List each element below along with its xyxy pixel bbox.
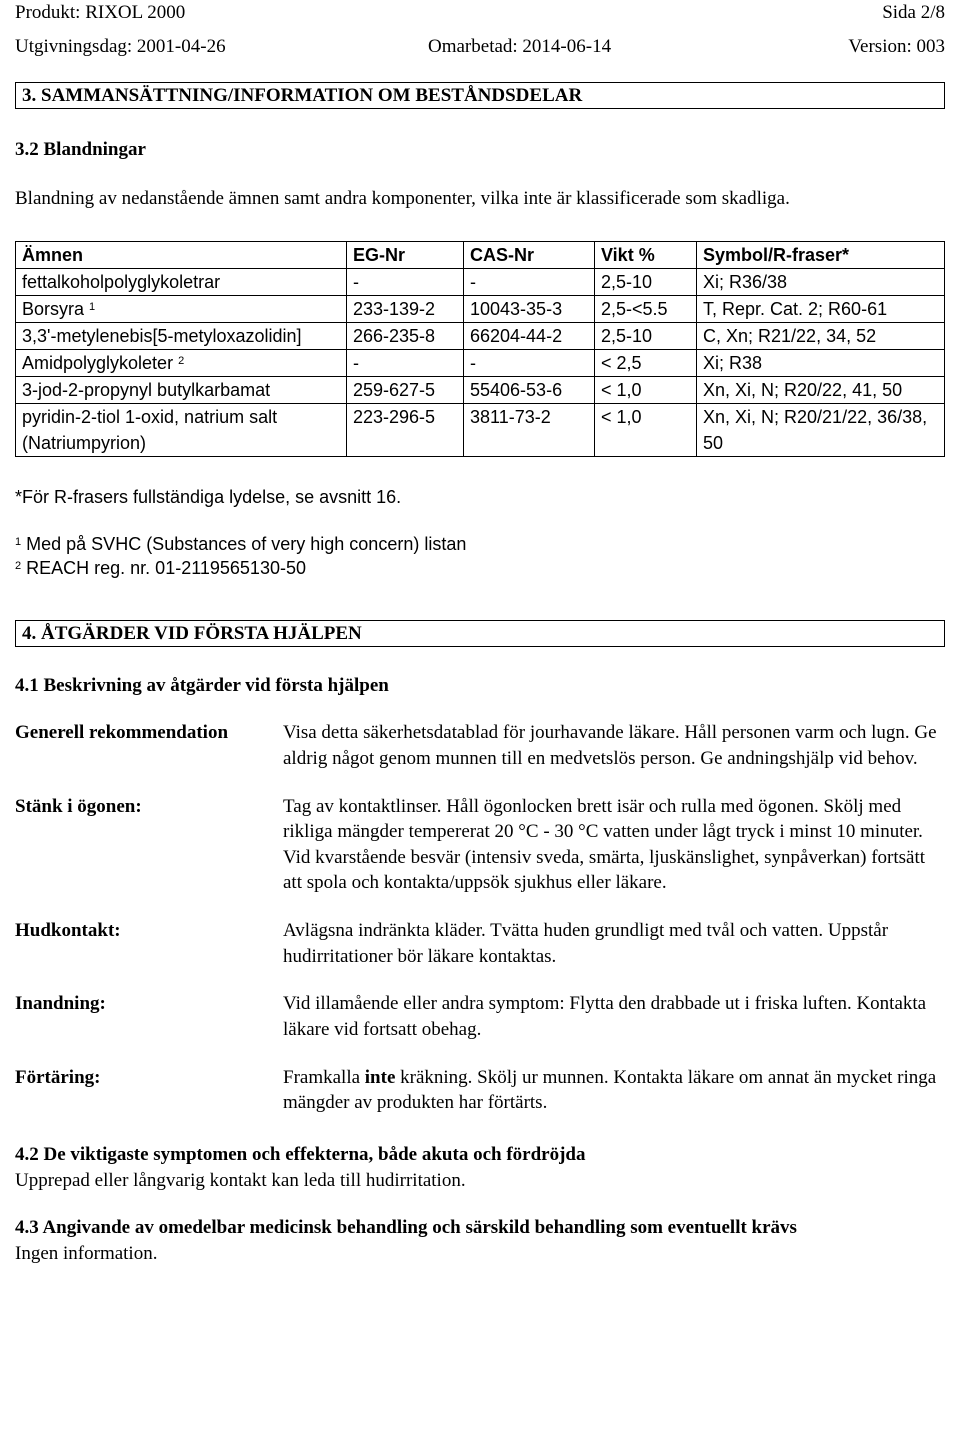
- first-aid-text: Avlägsna indränkta kläder. Tvätta huden grundligt med tvål och vatten. Uppstår hudirritationer bör läkare kontaktas.: [283, 920, 889, 967]
- table-row: [16, 404, 945, 457]
- cell-weight: < 1,0: [595, 377, 697, 404]
- version: Version: 003: [848, 36, 945, 57]
- cell-substance: pyridin-2-tiol 1-oxid, natrium salt (Natriumpyrion): [16, 404, 347, 457]
- col-header-weight: Vikt %: [595, 242, 697, 269]
- table-row: [16, 323, 945, 350]
- cell-eg: 233-139-2: [347, 296, 464, 323]
- table-row: [16, 296, 945, 323]
- text-emphasis: inte: [364, 1066, 396, 1088]
- first-aid-label: Stänk i ögonen:: [15, 795, 142, 817]
- footnote-2: [15, 556, 945, 580]
- first-aid-text: Tag av kontaktlinser. Håll ögonlocken brett isär och rulla med ögonen. Skölj med rikliga mängder tempererat 20 °C - 30 °C vatten under lågt tryck i minst 10 minuter. Vid kvarstående besvär (intensiv sveda, smärta, ljuskänslighet, synpåverkan) fortsätt att spola och kontakta/uppsök sjukhus eller läkare.: [283, 795, 926, 894]
- first-aid-label: Generell rekommendation: [15, 722, 229, 744]
- cell-weight: 2,5-<5.5: [595, 296, 697, 323]
- page-number: Sida 2/8: [882, 2, 945, 23]
- section4-2-text: Upprepad eller långvarig kontakt kan leda till hudirritation.: [15, 1169, 466, 1191]
- first-aid-label: Inandning:: [15, 993, 106, 1015]
- cell-cas: 66204-44-2: [464, 323, 595, 350]
- footnote-mark: 1: [15, 535, 22, 548]
- section4-2-heading: 4.2 De viktigaste symptomen och effekterna, både akuta och fördröjda: [15, 1143, 586, 1165]
- cell-weight: < 1,0: [595, 404, 697, 457]
- page-header-row1: [15, 0, 945, 26]
- cell-symbol: Xi; R38: [697, 350, 945, 377]
- col-header-eg: EG-Nr: [347, 242, 464, 269]
- table-row: [16, 269, 945, 296]
- first-aid-text: [283, 1065, 945, 1116]
- cell-substance: [16, 350, 347, 377]
- section3-heading: 3. SAMMANSÄTTNING/INFORMATION OM BESTÅNDSDELAR: [15, 82, 945, 109]
- cell-symbol: Xn, Xi, N; R20/22, 41, 50: [697, 377, 945, 404]
- cell-substance: 3,3'-metylenebis[5-metyloxazolidin]: [16, 323, 347, 350]
- cell-symbol: Xi; R36/38: [697, 269, 945, 296]
- r-phrase-note: *För R-frasers fullständiga lydelse, se avsnitt 16.: [15, 487, 402, 508]
- cell-symbol: Xn, Xi, N; R20/21/22, 36/38, 50: [697, 404, 945, 457]
- table-row: [16, 350, 945, 377]
- footnote-text: REACH reg. nr. 01-2119565130-50: [26, 557, 306, 578]
- cell-eg: -: [347, 350, 464, 377]
- substance-name: Borsyra: [22, 299, 85, 320]
- first-aid-text: Vid illamående eller andra symptom: Flytta den drabbade ut i friska luften. Kontakta läkare vid fortsatt obehag.: [283, 993, 927, 1040]
- cell-weight: 2,5-10: [595, 269, 697, 296]
- issue-date: Utgivningsdag: 2001-04-26: [15, 36, 226, 57]
- section3-intro: Blandning av nedanstående ämnen samt andra komponenter, vilka inte är klassificerade som skadliga.: [15, 187, 790, 209]
- first-aid-text: Visa detta säkerhetsdatablad för jourhavande läkare. Håll personen varm och lugn. Ge aldrig något genom munnen till en medvetslös person. Ge andningshjälp vid behov.: [283, 722, 937, 769]
- sds-page: [15, 0, 945, 1266]
- page-header-row2: [15, 34, 945, 60]
- text-part: kräkning. Skölj ur munnen. Kontakta läkare om annat än mycket ringa mängder av produkten har förtärts.: [283, 1066, 937, 1114]
- col-header-symbol: Symbol/R-fraser*: [697, 242, 945, 269]
- cell-cas: 3811-73-2: [464, 404, 595, 457]
- cell-substance: [16, 296, 347, 323]
- cell-cas: -: [464, 269, 595, 296]
- substance-name: Amidpolyglykoleter: [22, 353, 174, 374]
- first-aid-ingestion: [15, 1065, 945, 1116]
- first-aid-label: Förtäring:: [15, 1066, 101, 1088]
- cell-symbol: C, Xn; R21/22, 34, 52: [697, 323, 945, 350]
- first-aid-label: Hudkontakt:: [15, 920, 121, 942]
- cell-cas: 10043-35-3: [464, 296, 595, 323]
- table-row: [16, 377, 945, 404]
- cell-weight: < 2,5: [595, 350, 697, 377]
- cell-symbol: T, Repr. Cat. 2; R60-61: [697, 296, 945, 323]
- col-header-cas: CAS-Nr: [464, 242, 595, 269]
- cell-cas: 55406-53-6: [464, 377, 595, 404]
- footnote-ref: 1: [89, 301, 96, 314]
- composition-table: [15, 241, 945, 457]
- cell-eg: 223-296-5: [347, 404, 464, 457]
- footnote-mark: 2: [15, 559, 22, 572]
- table-header-row: [16, 242, 945, 269]
- cell-substance: 3-jod-2-propynyl butylkarbamat: [16, 377, 347, 404]
- col-header-substance: Ämnen: [16, 242, 347, 269]
- cell-eg: 266-235-8: [347, 323, 464, 350]
- footnote-ref: 2: [178, 355, 185, 368]
- footnote-1: [15, 532, 945, 556]
- cell-eg: 259-627-5: [347, 377, 464, 404]
- product-name: Produkt: RIXOL 2000: [15, 2, 186, 23]
- section3-2-heading: 3.2 Blandningar: [15, 139, 146, 160]
- first-aid-general: [15, 720, 945, 771]
- first-aid-eyes: [15, 794, 945, 897]
- section4-3-text: Ingen information.: [15, 1242, 158, 1264]
- text-part: Framkalla: [283, 1066, 365, 1088]
- cell-eg: -: [347, 269, 464, 296]
- first-aid-skin: [15, 918, 945, 969]
- footnote-text: Med på SVHC (Substances of very high concern) listan: [26, 533, 467, 554]
- cell-cas: -: [464, 350, 595, 377]
- section4-3-heading: 4.3 Angivande av omedelbar medicinsk behandling och särskild behandling som eventuellt krävs: [15, 1217, 797, 1239]
- section4-1-heading: 4.1 Beskrivning av åtgärder vid första hjälpen: [15, 674, 389, 696]
- section4-heading: 4. ÅTGÄRDER VID FÖRSTA HJÄLPEN: [15, 620, 945, 647]
- revised-date: Omarbetad: 2014-06-14: [428, 36, 612, 57]
- cell-substance: fettalkoholpolyglykoletrar: [16, 269, 347, 296]
- cell-weight: 2,5-10: [595, 323, 697, 350]
- first-aid-inhalation: [15, 991, 945, 1042]
